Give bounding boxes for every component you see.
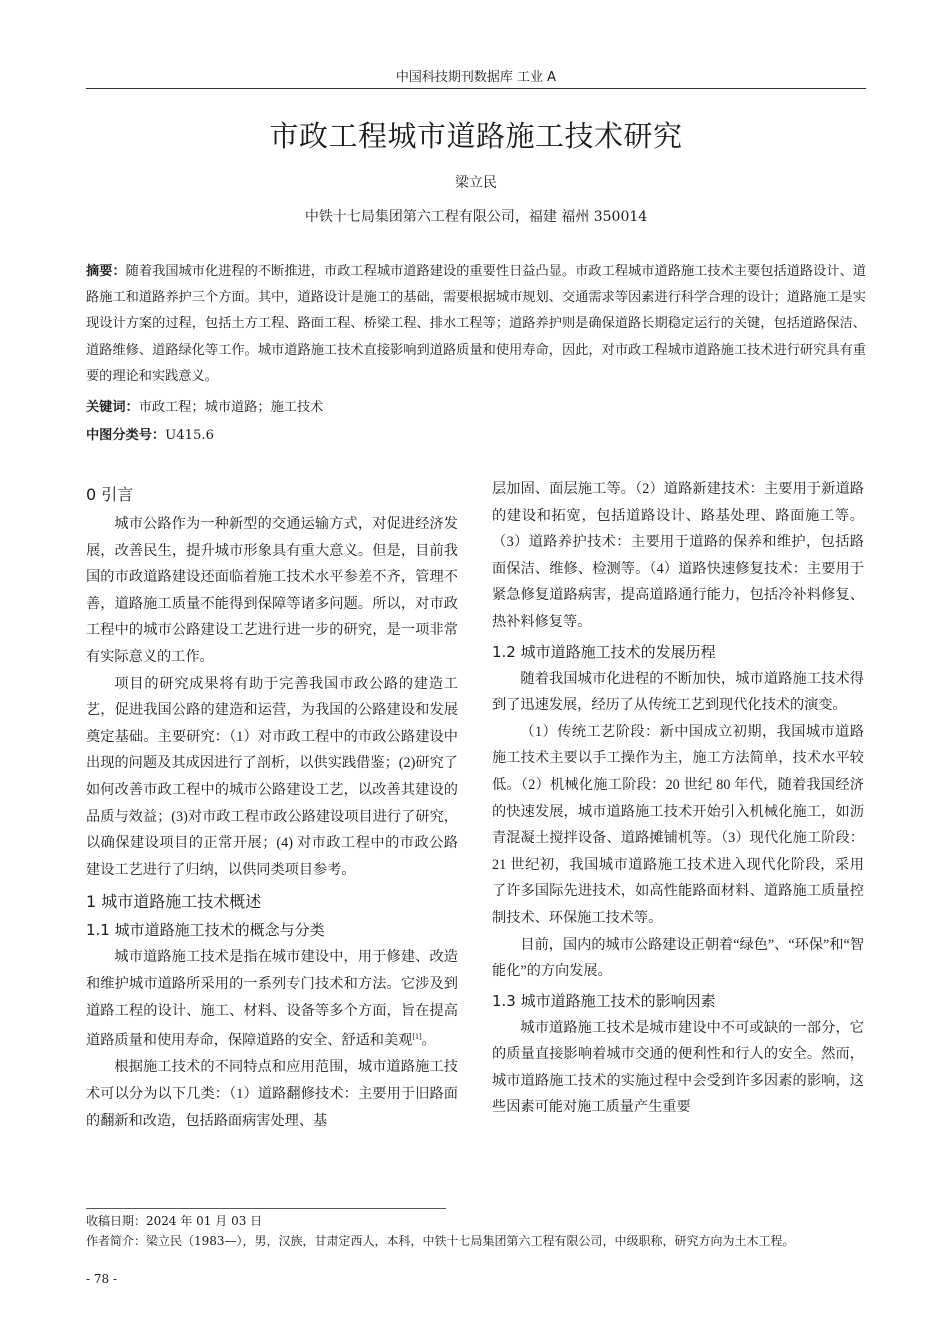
paragraph: （1）传统工艺阶段：新中国成立初期，我国城市道路施工技术主要以手工操作为主，施工方法简单，技术水平较低。（2）机械化施工阶段：20 世纪 80 年代，随着我国经济的快速发展，城市道路施工技术开始引入机械化施工，如沥青混凝土搅拌设备、道路摊铺机等。（3）现代化施工阶段：21 世纪初，我国城市道路施工技术进入现代化阶段，采用了许多国际先进技术，如高性能路面材料、道路施工质量控制技术、环保施工技术等。 <box>492 723 864 926</box>
header-rule <box>86 88 866 89</box>
paragraph-continued: 层加固、面层施工等。（2）道路新建技术：主要用于新道路的建设和拓宽，包括道路设计、路基处理、路面施工等。（3）道路养护技术：主要用于道路的保养和维护，包括路面保洁、维修、检测等。（4）道路快速修复技术：主要用于紧急修复道路病害，提高道路通行能力，包括冷补料修复、热补料修复等。 <box>492 481 864 630</box>
paragraph: 根据施工技术的不同特点和应用范围，城市道路施工技术可以分为以下几类：（1）道路翻修技术：主要用于旧路面的翻新和改造，包括路面病害处理、基 <box>86 1059 458 1129</box>
received-date: 收稿日期：2024 年 01 月 03 日 <box>86 1214 263 1228</box>
section-0-heading: 0 引言 <box>86 485 134 504</box>
paragraph: 目前，国内的城市公路建设正朝着“绿色”、“环保”和“智能化”的方向发展。 <box>492 936 865 980</box>
left-column <box>86 476 458 1134</box>
paragraph: 城市道路施工技术是城市建设中不可或缺的一部分，它的质量直接影响着城市交通的便利性和行人的安全。然而，城市道路施工技术的实施过程中会受到许多因素的影响，这些因素可能对施工质量产生重要 <box>492 1019 864 1116</box>
abstract <box>86 259 866 390</box>
paragraph-text: 城市道路施工技术是指在城市建设中，用于修建、改造和维护城市道路所采用的一系列专门技术和方法。它涉及到道路工程的设计、施工、材料、设备等多个方面，旨在提高道路质量和使用寿命，保障道路的安全、舒适和美观 <box>86 949 458 1049</box>
page-number: - 78 - <box>86 1272 118 1286</box>
article-author: 梁立民 <box>455 175 497 191</box>
paragraph: 随着我国城市化进程的不断加快，城市道路施工技术得到了迅速发展，经历了从传统工艺到现代化技术的演变。 <box>492 670 864 714</box>
citation-ref: [1] <box>412 1032 422 1042</box>
keywords: 市政工程；城市道路；施工技术 <box>138 400 324 415</box>
section-1-1-heading: 1.1 城市道路施工技术的概念与分类 <box>86 921 325 940</box>
section-1-heading: 1 城市道路施工技术概述 <box>86 892 262 912</box>
paragraph-end: 。 <box>421 1032 436 1049</box>
clc-label: 中图分类号： <box>86 428 166 443</box>
abstract-label: 摘要： <box>86 264 126 279</box>
article-affiliation: 中铁十七局集团第六工程有限公司，福建 福州 350014 <box>304 209 648 225</box>
abstract-text: 随着我国城市化进程的不断推进，市政工程城市道路建设的重要性日益凸显。市政工程城市道路施工技术主要包括道路设计、道路施工和道路养护三个方面。其中，道路设计是施工的基础，需要根据城市规划、交通需求等因素进行科学合理的设计；道路施工是实现设计方案的过程，包括土方工程、路面工程、桥梁工程、排水工程等；道路养护则是确保道路长期稳定运行的关键，包括道路保洁、道路维修、道路绿化等工作。城市道路施工技术直接影响到道路质量和使用寿命，因此，对市政工程城市道路施工技术进行研究具有重要的理论和实践意义。 <box>86 264 867 384</box>
clc-number: U415.6 <box>165 428 214 443</box>
paragraph: 项目的研究成果将有助于完善我国市政公路的建造工艺，促进我国公路的建造和运营，为我国的公路建设和发展奠定基础。主要研究：（1）对市政工程中的市政公路建设中出现的问题及其成因进行了剖析，以供实践借鉴；(2)研究了如何改善市政工程中的城市公路建设工艺，以改善其建设的品质与效益；(3)对市政工程市政公路建设项目进行了研究，以确保建设项目的正常开展；(4) 对市政工程中的市政公路建设工艺进行了归纳，以供同类项目参考。 <box>86 675 458 878</box>
author-bio: 作者简介：梁立民（1983—），男，汉族，甘肃定西人，本科，中铁十七局集团第六工程有限公司，中级职称，研究方向为土木工程。 <box>86 1234 795 1248</box>
paragraph <box>86 944 458 1054</box>
keywords-line <box>86 396 323 415</box>
section-1-2-heading: 1.2 城市道路施工技术的发展历程 <box>492 642 716 661</box>
clc-line <box>86 424 214 443</box>
section-1-3-heading: 1.3 城市道路施工技术的影响因素 <box>492 991 716 1010</box>
footnote-rule <box>86 1208 446 1209</box>
keywords-label: 关键词： <box>86 400 139 415</box>
running-header: 中国科技期刊数据库 工业 A <box>395 70 557 85</box>
right-column <box>492 476 864 1121</box>
article-title: 市政工程城市道路施工技术研究 <box>269 119 683 153</box>
paragraph: 城市公路作为一种新型的交通运输方式，对促进经济发展，改善民生，提升城市形象具有重大意义。但是，目前我国的市政道路建设还面临着施工技术水平参差不齐，管理不善，道路施工质量不能得到保障等诸多问题。所以，对市政工程中的城市公路建设工艺进行进一步的研究，是一项非常有实际意义的工作。 <box>86 516 458 665</box>
